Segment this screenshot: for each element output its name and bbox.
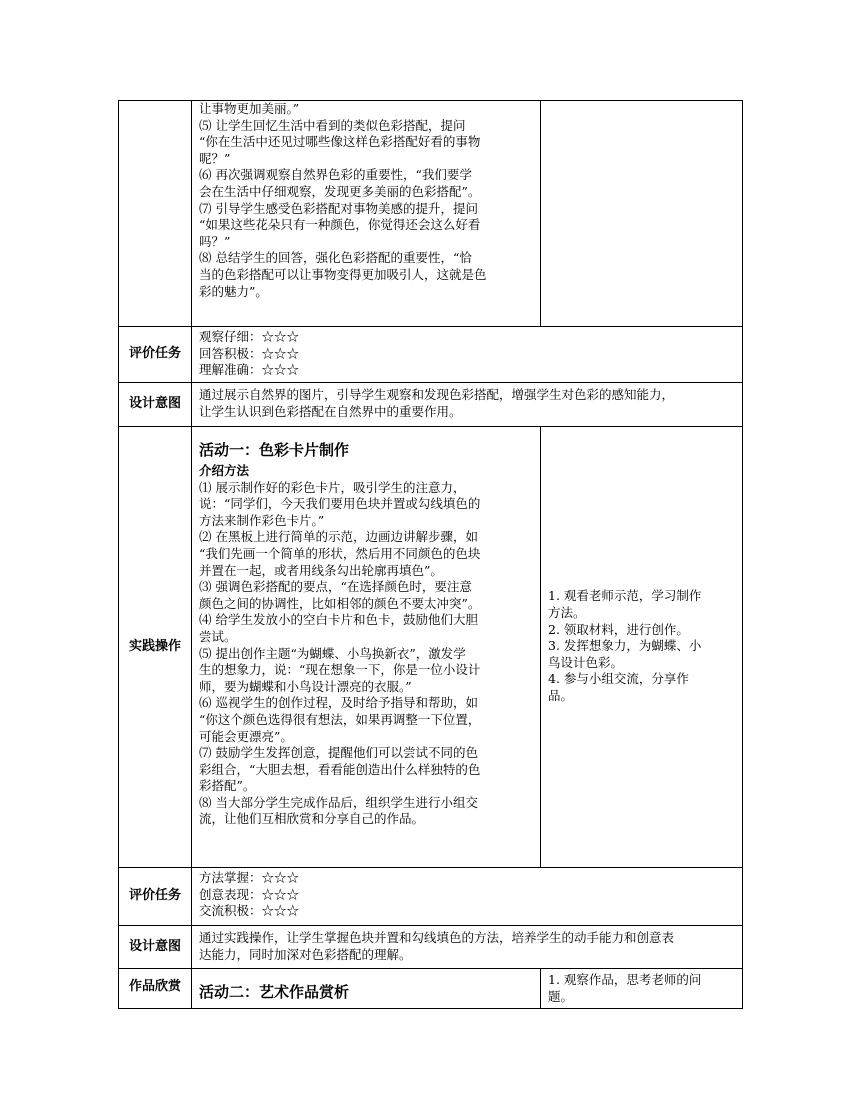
text-line: 生的想象力，说：“现在想象一下，你是一位小设计	[199, 662, 481, 678]
text-line: 说：“同学们，今天我们要用色块并置或勾线填色的	[199, 496, 481, 512]
text-line: ⑵ 在黑板上进行简单的示范，边画边讲解步骤，如	[199, 529, 478, 545]
continued-row	[119, 101, 743, 327]
text-line: 并置在一起，或者用线条勾出轮廓再填色”。	[199, 562, 443, 578]
eval-content-1	[192, 327, 743, 383]
text-line: 呢？”	[199, 150, 231, 166]
intent-line: 让学生认识到色彩搭配在自然界中的重要作用。	[199, 403, 462, 419]
intent-content-1	[192, 383, 743, 427]
text-line: ⑷ 给学生发放小的空白卡片和色卡，鼓励他们大胆	[199, 612, 478, 628]
continued-row-label-cell	[119, 101, 192, 327]
practice-student-cell	[541, 427, 743, 868]
intent-label-2: 设计意图	[119, 926, 192, 969]
text-line: 师，要为蝴蝶和小鸟设计漂亮的衣服。”	[199, 678, 412, 694]
lesson-plan-table	[118, 100, 743, 1009]
eval-row-2	[119, 868, 743, 926]
appreciate-label: 作品欣赏	[119, 969, 192, 1009]
text-line: 流，让他们互相欣赏和分享自己的作品。	[199, 811, 425, 827]
student-line: 鸟设计色彩。	[548, 654, 624, 670]
text-line: ⑸ 让学生回忆生活中看到的类似色彩搭配，提问	[199, 117, 466, 133]
continued-teacher-cell	[192, 101, 541, 327]
intent-line: 通过实践操作，让学生掌握色块并置和勾线填色的方法，培养学生的动手能力和创意表	[199, 930, 675, 945]
student-line: 方法。	[548, 605, 586, 621]
student-line: 题。	[548, 988, 574, 1004]
intent-label-1: 设计意图	[119, 383, 192, 427]
appreciate-teacher-cell	[192, 969, 541, 1009]
text-line: “你这个颜色选得很有想法，如果再调整一下位置，	[199, 711, 481, 727]
student-line: 2. 领取材料，进行创作。	[548, 621, 689, 637]
eval-label-2: 评价任务	[119, 868, 192, 926]
intent-row-2	[119, 926, 743, 969]
text-line: 吗？”	[199, 233, 231, 249]
text-line: 尝试。	[199, 628, 237, 644]
text-line: 方法来制作彩色卡片。”	[199, 512, 325, 528]
text-line: 彩搭配”。	[199, 778, 256, 794]
text-line: ⑻ 当大部分学生完成作品后，组织学生进行小组交	[199, 794, 478, 810]
activity-one-title: 活动一：色彩卡片制作	[199, 441, 350, 459]
text-line: ⑹ 再次强调观察自然界色彩的重要性，“我们要学	[199, 167, 472, 183]
student-line: 品。	[548, 687, 574, 703]
intent-line: 通过展示自然界的图片，引导学生观察和发现色彩搭配，增强学生对色彩的感知能力，	[199, 387, 675, 402]
student-line: 1. 观察作品，思考老师的问	[548, 972, 702, 987]
text-line: “如果这些花朵只有一种颜色，你觉得还会这么好看	[199, 217, 481, 233]
practice-label: 实践操作	[119, 427, 192, 868]
method-subtitle: 介绍方法	[199, 463, 250, 478]
text-line: ⑺ 鼓励学生发挥创意，提醒他们可以尝试不同的色	[199, 745, 478, 761]
eval-item: 观察仔细：☆☆☆	[199, 329, 300, 344]
text-line: 彩组合，“大胆去想，看看能创造出什么样独特的色	[199, 761, 481, 777]
eval-item: 理解准确：☆☆☆	[199, 362, 300, 378]
text-line: ⑻ 总结学生的回答，强化色彩搭配的重要性，“恰	[199, 250, 472, 266]
activity-two-title: 活动二：艺术作品赏析	[199, 983, 350, 1001]
continued-student-cell	[541, 101, 743, 327]
eval-content-2	[192, 868, 743, 926]
student-line: 3. 发挥想象力，为蝴蝶、小	[548, 638, 702, 654]
practice-row	[119, 427, 743, 868]
appreciate-student-cell	[541, 969, 743, 1009]
text-line: 可能会更漂亮”。	[199, 728, 293, 744]
text-line: “你在生活中还见过哪些像这样色彩搭配好看的事物	[199, 134, 481, 150]
eval-row-1	[119, 327, 743, 383]
text-line: 会在生活中仔细观察，发现更多美丽的色彩搭配”。	[199, 183, 481, 199]
text-line: 让事物更加美丽。”	[199, 101, 300, 116]
text-line: “我们先画一个简单的形状，然后用不同颜色的色块	[199, 545, 481, 561]
text-line: ⑺ 引导学生感受色彩搭配对事物美感的提升，提问	[199, 200, 478, 216]
eval-item: 回答积极：☆☆☆	[199, 345, 300, 361]
text-line: ⑸ 提出创作主题“为蝴蝶、小鸟换新衣”，激发学	[199, 645, 466, 661]
text-line: 彩的魅力”。	[199, 283, 268, 299]
eval-item: 交流积极：☆☆☆	[199, 903, 300, 919]
practice-teacher-cell	[192, 427, 541, 868]
intent-row-1	[119, 383, 743, 427]
intent-content-2	[192, 926, 743, 969]
eval-label-1: 评价任务	[119, 327, 192, 383]
intent-line: 达能力，同时加深对色彩搭配的理解。	[199, 946, 412, 962]
appreciate-row	[119, 969, 743, 1009]
text-line: ⑹ 巡视学生的创作过程，及时给予指导和帮助，如	[199, 695, 478, 711]
student-line: 4. 参与小组交流，分享作	[548, 671, 689, 687]
text-line: 颜色之间的协调性，比如相邻的颜色不要太冲突”。	[199, 595, 481, 611]
eval-item: 方法掌握：☆☆☆	[199, 870, 300, 885]
student-line: 1. 观看老师示范，学习制作	[548, 588, 702, 604]
text-line: ⑴ 展示制作好的彩色卡片，吸引学生的注意力，	[199, 479, 466, 495]
text-line: 当的色彩搭配可以让事物变得更加吸引人，这就是色	[199, 266, 487, 282]
text-line: ⑶ 强调色彩搭配的要点，“在选择颜色时，要注意	[199, 579, 472, 595]
eval-item: 创意表现：☆☆☆	[199, 886, 300, 902]
